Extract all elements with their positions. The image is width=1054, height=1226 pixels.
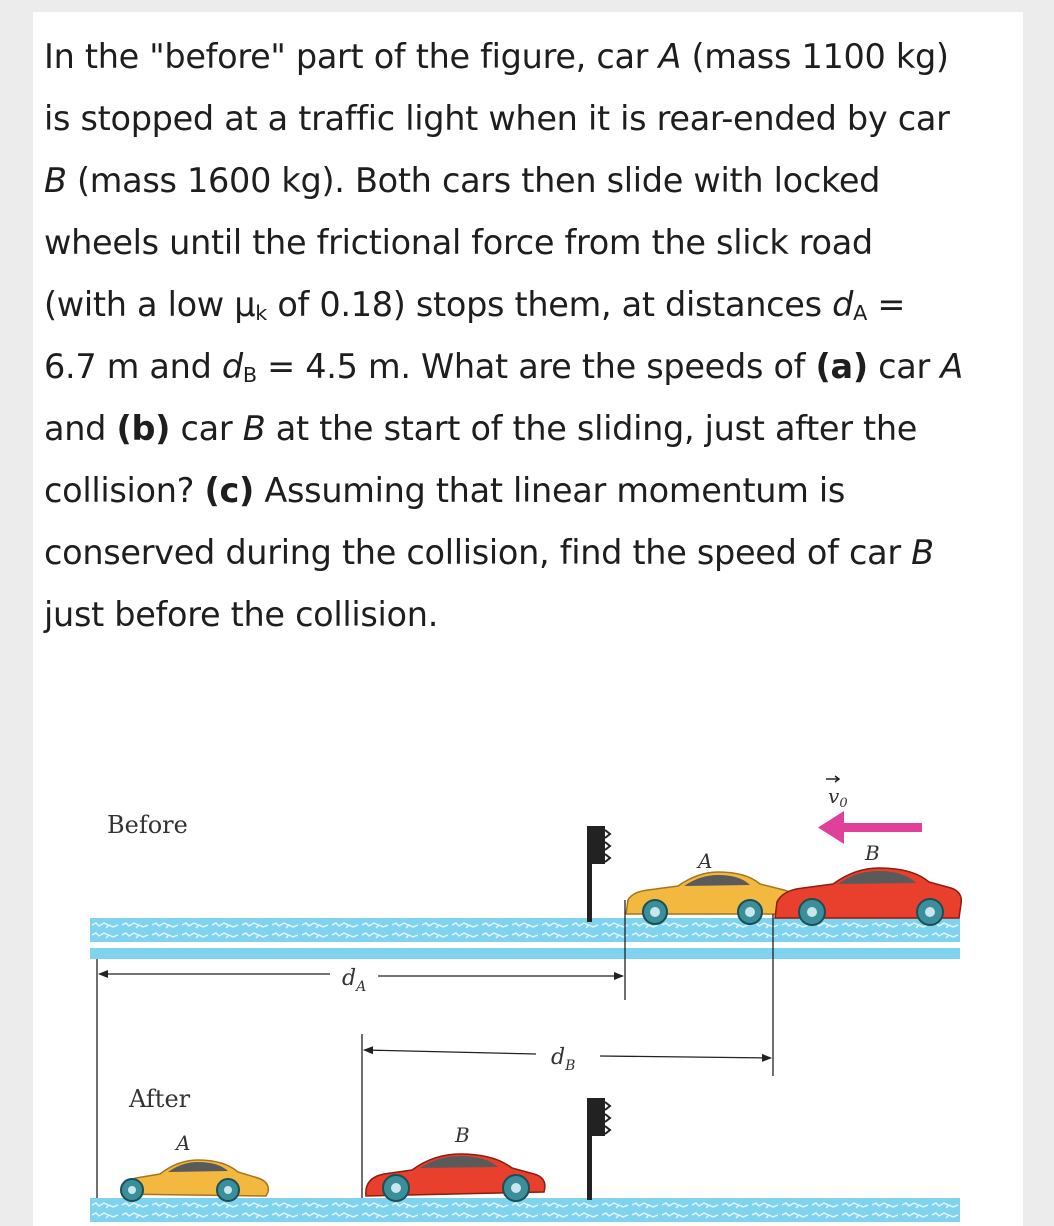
dist-b-subscript: B <box>565 1058 576 1074</box>
after-road <box>90 1198 960 1222</box>
problem-text: (mass 1100 kg) is stopped at a traffic light when it is rear-ended by car <box>44 37 950 138</box>
car-b-after <box>366 1154 545 1201</box>
traffic-light-icon <box>587 1098 610 1200</box>
after-label: After <box>129 1085 191 1113</box>
problem-text: = 4.5 m. What are the speeds of <box>256 347 816 386</box>
dist-a-subscript: A <box>356 979 367 995</box>
var-d: d <box>221 347 243 386</box>
vector-arrow-icon <box>826 776 839 782</box>
part-c-label: (c) <box>204 471 255 510</box>
car-b-before <box>775 868 961 925</box>
distance-b-label <box>551 1045 575 1074</box>
problem-text: car <box>170 409 243 448</box>
before-label: Before <box>107 811 188 839</box>
problem-text: just before the collision. <box>44 595 439 634</box>
car-a-label: A <box>176 1131 191 1155</box>
var-car-b: B <box>242 409 266 448</box>
problem-text: of 0.18) stops them, at distances <box>266 285 833 324</box>
v0-subscript: 0 <box>839 796 848 811</box>
var-car-a: A <box>940 347 963 386</box>
distance-a-label <box>342 966 366 995</box>
problem-text: and <box>44 409 117 448</box>
problem-text: at the start of the sliding, just after the collision? <box>44 409 918 510</box>
traffic-light-icon <box>587 826 610 922</box>
dist-b-letter: d <box>551 1045 566 1070</box>
car-b-label: B <box>865 841 880 865</box>
problem-text: In the "before" part of the figure, car <box>44 37 659 76</box>
problem-text: car <box>867 347 941 386</box>
dist-a-letter: d <box>342 966 357 991</box>
var-mu-subscript: k <box>255 301 267 326</box>
problem-text: = 6.7 m and <box>44 285 906 386</box>
var-mu: μ <box>234 285 256 324</box>
var-d: d <box>832 285 854 324</box>
var-d-subscript: B <box>242 363 257 388</box>
var-d-subscript: A <box>853 301 867 326</box>
car-a-label: A <box>698 849 713 873</box>
var-car-b: B <box>44 161 67 200</box>
v0-label <box>828 784 848 811</box>
velocity-arrow-icon <box>818 811 922 844</box>
part-a-label: (a) <box>815 347 868 386</box>
v0-letter: v <box>828 784 840 808</box>
car-b-label: B <box>455 1123 470 1147</box>
problem-text: (mass 1600 kg). Both cars then slide with locked wheels until the frictional force from the slick road (with a low <box>44 161 881 324</box>
before-road <box>90 918 960 959</box>
var-car-b: B <box>911 533 934 572</box>
car-a-after <box>121 1160 268 1201</box>
var-car-a: A <box>658 37 682 76</box>
car-a-before <box>626 872 798 924</box>
problem-text: Assuming that linear momentum is conserved during the collision, find the speed of car <box>44 471 912 572</box>
part-b-label: (b) <box>116 409 171 448</box>
